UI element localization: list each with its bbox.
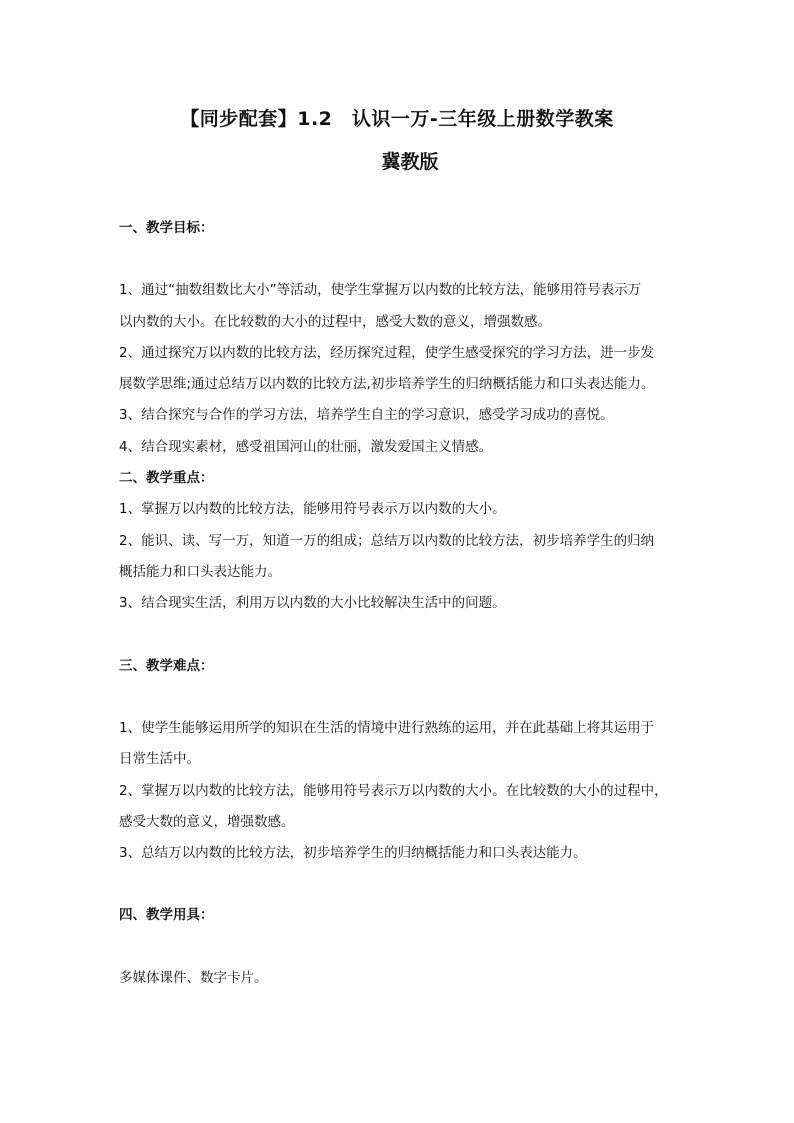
difficulty-item-1-line-2: 日常生活中。	[119, 751, 200, 767]
key-point-item-1: 1、掌握万以内数的比较方法，能够用符号表示万以内数的大小。	[119, 501, 506, 517]
difficulty-item-3: 3、总结万以内数的比较方法，初步培养学生的归纳概括能力和口头表达能力。	[119, 845, 587, 861]
section-heading-difficulties: 三、教学难点：	[119, 658, 214, 674]
difficulty-item-2-line-2: 感受大数的意义，增强数感。	[119, 814, 295, 830]
section-heading-key-points: 二、教学重点：	[119, 470, 214, 486]
section-heading-goals: 一、教学目标：	[119, 220, 214, 236]
goal-item-2-line-1: 2、通过探究万以内数的比较方法，经历探究过程，使学生感受探究的学习方法，进一步发	[119, 345, 655, 361]
section-heading-tools: 四、教学用具：	[119, 907, 214, 923]
key-point-item-2-line-1: 2、能识、读、写一万，知道一万的组成；总结万以内数的比较方法，初步培养学生的归纳	[119, 533, 655, 549]
document-title: 【同步配套】1.2 认识一万-三年级上册数学教案	[180, 108, 614, 130]
goal-item-2-line-2: 展数学思维;通过总结万以内数的比较方法,初步培养学生的归纳概括能力和口头表达能力。	[119, 376, 655, 392]
goal-item-1-line-2: 以内数的大小。在比较数的大小的过程中，感受大数的意义，增强数感。	[119, 314, 551, 330]
document-subtitle: 冀教版	[381, 151, 439, 173]
key-point-item-3: 3、结合现实生活，利用万以内数的大小比较解决生活中的问题。	[119, 595, 506, 611]
difficulty-item-2-line-1: 2、掌握万以内数的比较方法，能够用符号表示万以内数的大小。在比较数的大小的过程中，	[119, 783, 668, 799]
tools-content: 多媒体课件、数字卡片。	[119, 970, 268, 986]
goal-item-3: 3、结合探究与合作的学习方法，培养学生自主的学习意识，感受学习成功的喜悦。	[119, 407, 614, 423]
goal-item-4: 4、结合现实素材，感受祖国河山的壮丽，激发爱国主义情感。	[119, 439, 493, 455]
difficulty-item-1-line-1: 1、使学生能够运用所学的知识在生活的情境中进行熟练的运用，并在此基础上将其运用于	[119, 720, 655, 736]
key-point-item-2-line-2: 概括能力和口头表达能力。	[119, 564, 281, 580]
goal-item-1-line-1: 1、通过“抽数组数比大小”等活动，使学生掌握万以内数的比较方法，能够用符号表示万	[119, 282, 642, 298]
